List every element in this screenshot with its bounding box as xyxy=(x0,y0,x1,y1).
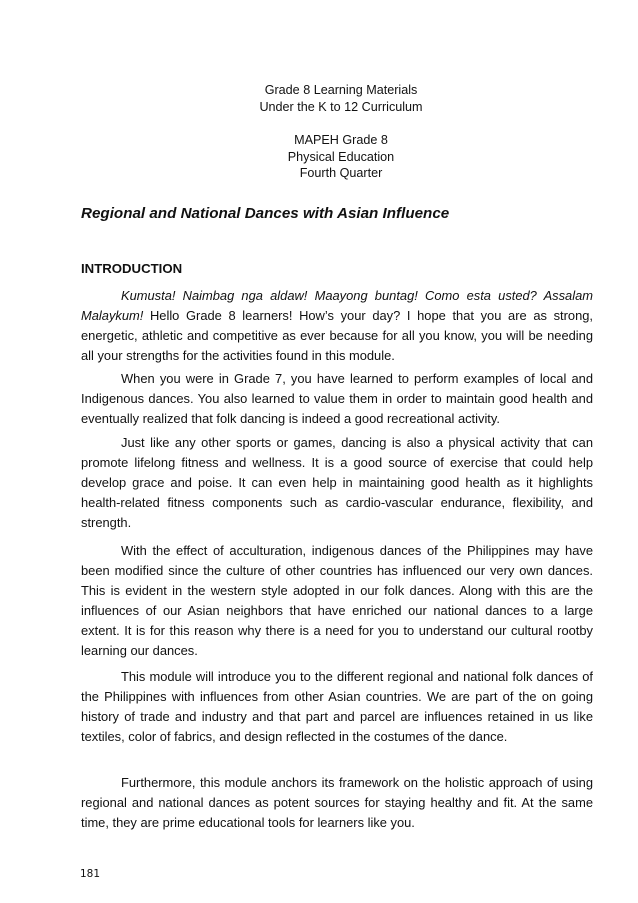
paragraph-fitness: Just like any other sports or games, dancing is also a physical activity that can promote lifelong fitness and wellness. It is a good source of exercise that could help develop grace and poise. It can even help in maintaining good health as it highlights health-related fitness components such as cardio-vascular endurance, flexibility, and strength. xyxy=(81,435,593,530)
paragraph-acculturation: With the effect of acculturation, indigenous dances of the Philippines may have been modified since the culture of other countries has influenced our very own dances. This is evident in the western style adopted in our folk dances. Along with this are the influences of our Asian neighbors that have enriched our national dances to a large extent. It is for this reason why there is a need for you to understand our cultural rootby learning our dances. xyxy=(81,543,593,658)
page-number: 181 xyxy=(80,868,101,880)
header-quarter: Fourth Quarter xyxy=(299,166,383,180)
greeting-italic: Kumusta! Naimbag nga aldaw! Maayong buntag! Como esta usted? Assalam Malaykum! xyxy=(81,288,593,323)
header-curriculum: Under the K to 12 Curriculum xyxy=(259,99,423,114)
header-subject: MAPEH Grade 8 xyxy=(294,133,388,147)
paragraph-grade7: When you were in Grade 7, you have learned to perform examples of local and Indigenous dances. You also learned to value them in order to maintain good health and eventually realized that folk dancing is indeed a good recreational activity. xyxy=(81,371,593,426)
paragraph-module-intro: This module will introduce you to the different regional and national folk dances of the Philippines with influences from other Asian countries. We are part of the on going history of trade and industry and that part and parcel are influences retained in us like textiles, color of fabrics, and design reflected in the costumes of the dance. xyxy=(81,669,593,744)
paragraph-framework: Furthermore, this module anchors its framework on the holistic approach of using regional and national dances as potent sources for staying healthy and fit. At the same time, they are prime educational tools for learners like you. xyxy=(81,775,593,830)
section-heading-introduction: INTRODUCTION xyxy=(81,261,183,276)
header-component: Physical Education xyxy=(287,149,395,164)
paragraph-greeting xyxy=(81,286,593,366)
header-grade-materials: Grade 8 Learning Materials xyxy=(264,83,418,97)
document-header xyxy=(0,82,638,182)
greeting-rest: Hello Grade 8 learners! How’s your day? I hope that you are as strong, energetic, athletic and competitive as ever because for all you know, you will be needing all your strengths for the activities found in this module. xyxy=(81,308,593,363)
page-title: Regional and National Dances with Asian Influence xyxy=(81,205,450,222)
